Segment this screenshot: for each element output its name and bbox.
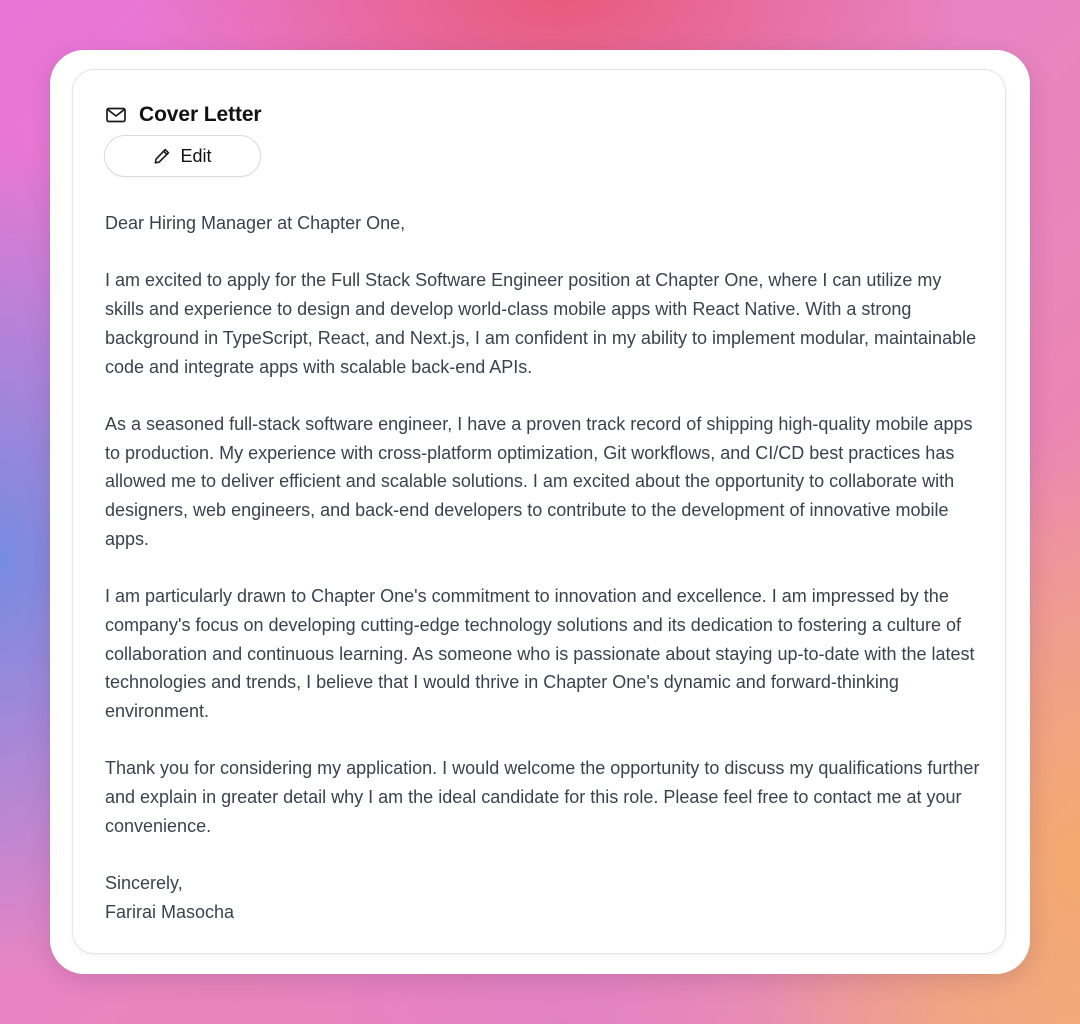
cover-letter-panel [50, 50, 1030, 974]
letter-paragraph: I am particularly drawn to Chapter One's commitment to innovation and excellence. I am impressed by the company's focus on developing cutting-edge technology solutions and its dedication to fostering a culture of collaboration and continuous learning. As someone who is passionate about staying up-to-date with the latest technologies and trends, I believe that I would thrive in Chapter One's dynamic and forward-thinking environment. [105, 586, 975, 721]
letter-closing: Sincerely, [105, 873, 183, 894]
pencil-icon [153, 147, 171, 165]
letter-signature: Farirai Masocha [105, 901, 235, 922]
edit-button-label: Edit [180, 145, 212, 166]
letter-paragraph: As a seasoned full-stack software engineer, I have a proven track record of shipping high-quality mobile apps to production. My experience with cross-platform optimization, Git workflows, and CI/CD best practices has allowed me to deliver efficient and scalable solutions. I am excited about the opportunity to collaborate with designers, web engineers, and back-end developers to contribute to the development of innovative mobile apps. [105, 413, 973, 549]
mail-icon [105, 104, 127, 126]
letter-paragraph: I am excited to apply for the Full Stack Software Engineer position at Chapter One, where I can utilize my skills and experience to design and develop world-class mobile apps with React Native. With a strong background in TypeScript, React, and Next.js, I am confident in my ability to implement modular, maintainable code and integrate apps with scalable back-end APIs. [105, 270, 977, 377]
cover-letter-card [72, 69, 1006, 954]
letter-paragraph: Thank you for considering my application. I would welcome the opportunity to discuss my qualifications further and explain in greater detail why I am the ideal candidate for this role. Please feel free to contact me at your convenience. [105, 758, 980, 836]
letter-body [105, 209, 985, 927]
letter-greeting: Dear Hiring Manager at Chapter One, [105, 213, 406, 233]
card-title: Cover Letter [139, 103, 262, 126]
card-header [105, 102, 262, 128]
edit-button[interactable] [104, 135, 261, 177]
